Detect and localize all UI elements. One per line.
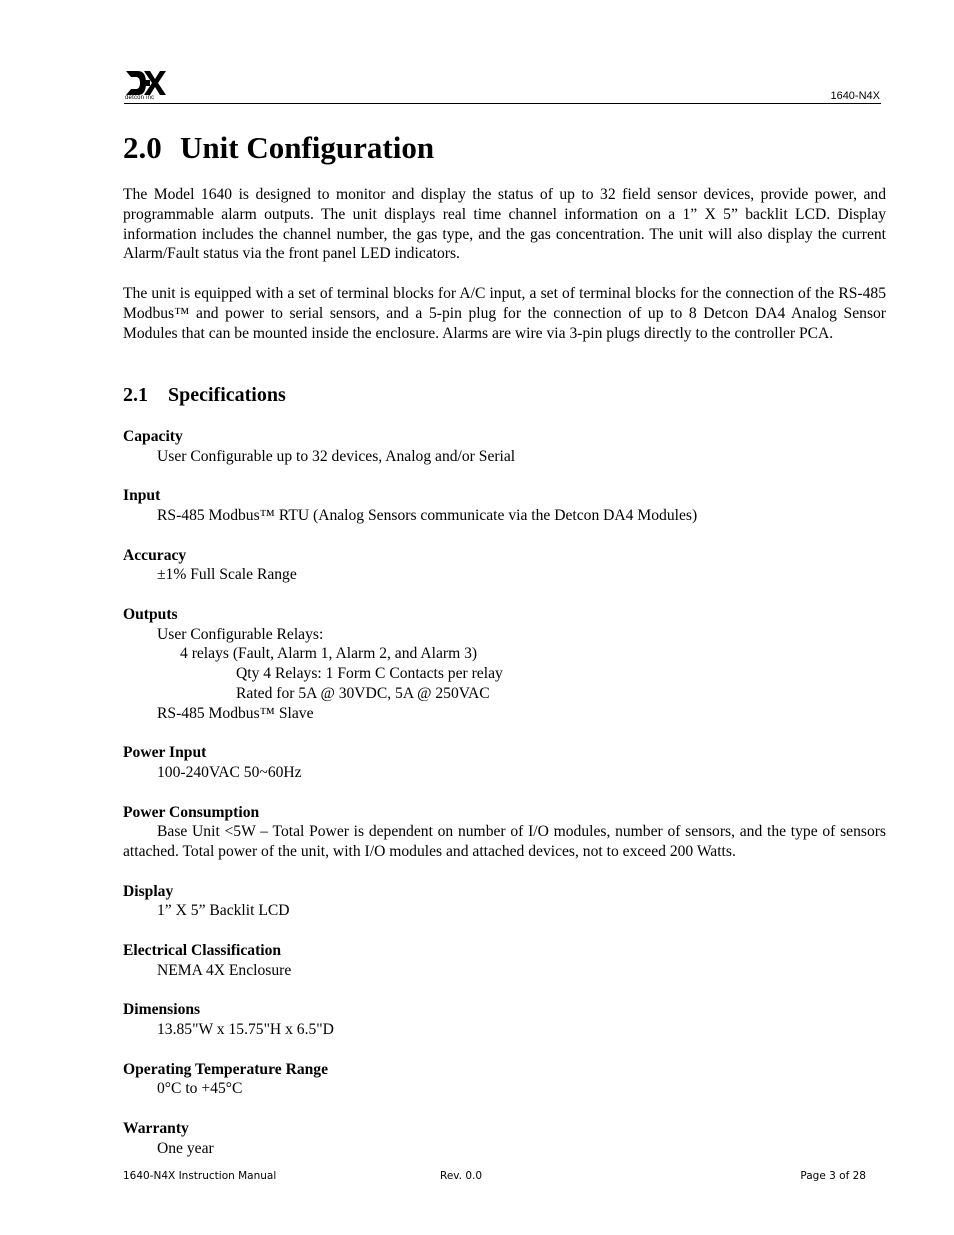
- spec-label: Operating Temperature Range: [123, 1060, 329, 1078]
- spec-value: RS-485 Modbus™ RTU (Analog Sensors communicate via the Detcon DA4 Modules): [157, 507, 698, 525]
- spec-display: [123, 882, 886, 922]
- section-number: 2.0: [123, 130, 162, 165]
- spec-accuracy: [123, 546, 886, 586]
- subsection-title: Specifications: [168, 384, 286, 406]
- spec-power-consumption: [123, 803, 886, 862]
- footer-manual-title: 1640-N4X Instruction Manual: [123, 1170, 277, 1182]
- spec-label: Display: [123, 882, 174, 900]
- spec-value: Rated for 5A @ 30VDC, 5A @ 250VAC: [236, 685, 490, 703]
- spec-label: Power Consumption: [123, 803, 260, 821]
- spec-value: Qty 4 Relays: 1 Form C Contacts per relay: [236, 665, 503, 683]
- spec-power-input: [123, 743, 886, 783]
- spec-label: Capacity: [123, 428, 183, 445]
- spec-value: User Configurable Relays:: [157, 625, 324, 643]
- subsection-number: 2.1: [123, 384, 148, 406]
- spec-value: 0°C to +45°C: [157, 1080, 243, 1098]
- spec-outputs: [123, 605, 886, 724]
- spec-input: [123, 486, 886, 526]
- intro-paragraph: The Model 1640 is designed to monitor and display the status of up to 32 field sensor devices, provide power, and programmable alarm outputs. The unit displays real time channel information on a 1” X 5” backlit LCD. Display information includes the channel number, the gas type, and the gas concentration. The unit will also display the current Alarm/Fault status via the front panel LED indicators.: [123, 186, 886, 263]
- spec-value: NEMA 4X Enclosure: [157, 961, 292, 979]
- spec-value: One year: [157, 1139, 214, 1157]
- subsection-heading: [123, 382, 286, 408]
- spec-label: Warranty: [123, 1119, 189, 1137]
- header-doc-code: 1640-N4X: [830, 90, 880, 102]
- spec-value: 13.85"W x 15.75"H x 6.5"D: [157, 1021, 334, 1039]
- footer-page-number: Page 3 of 28: [800, 1170, 866, 1182]
- spec-dimensions: [123, 1000, 886, 1040]
- terminal-paragraph: The unit is equipped with a set of terminal blocks for A/C input, a set of terminal blocks for the connection of the RS-485 Modbus™ and power to serial sensors, and a 5-pin plug for the connection of up to 8 Detcon DA4 Analog Sensor Modules that can be mounted inside the enclosure. Alarms are wire via 3-pin plugs directly to the controller PCA.: [123, 285, 886, 342]
- spec-label: Accuracy: [123, 546, 187, 564]
- section-title: Unit Configuration: [180, 130, 435, 165]
- detcon-logo-icon: [124, 70, 168, 96]
- spec-label: Input: [123, 487, 161, 505]
- footer-revision: Rev. 0.0: [440, 1170, 483, 1182]
- spec-operating-temperature: [123, 1060, 886, 1100]
- spec-value: Base Unit <5W – Total Power is dependent on number of I/O modules, number of sensors, and the type of sensors attached. Total power of the unit, with I/O modules and attached devices, not to exceed 200 Watts.: [123, 823, 886, 861]
- spec-label: Outputs: [123, 605, 178, 623]
- spec-value: 4 relays (Fault, Alarm 1, Alarm 2, and Alarm 3): [180, 645, 478, 663]
- spec-value: User Configurable up to 32 devices, Analog and/or Serial: [157, 447, 516, 465]
- spec-value: 1” X 5” Backlit LCD: [157, 902, 290, 920]
- spec-electrical-classification: [123, 941, 886, 981]
- spec-value: RS-485 Modbus™ Slave: [157, 704, 314, 722]
- spec-label: Electrical Classification: [123, 941, 282, 959]
- spec-value: ±1% Full Scale Range: [157, 566, 297, 584]
- header-rule: [124, 103, 881, 104]
- section-heading: [123, 128, 434, 168]
- spec-label: Power Input: [123, 744, 207, 762]
- logo-text: detcon inc: [125, 95, 155, 101]
- spec-value: 100-240VAC 50~60Hz: [157, 764, 302, 782]
- specifications-list: [123, 427, 886, 1178]
- spec-label: Dimensions: [123, 1001, 201, 1019]
- spec-warranty: [123, 1119, 886, 1159]
- spec-capacity: [123, 427, 886, 467]
